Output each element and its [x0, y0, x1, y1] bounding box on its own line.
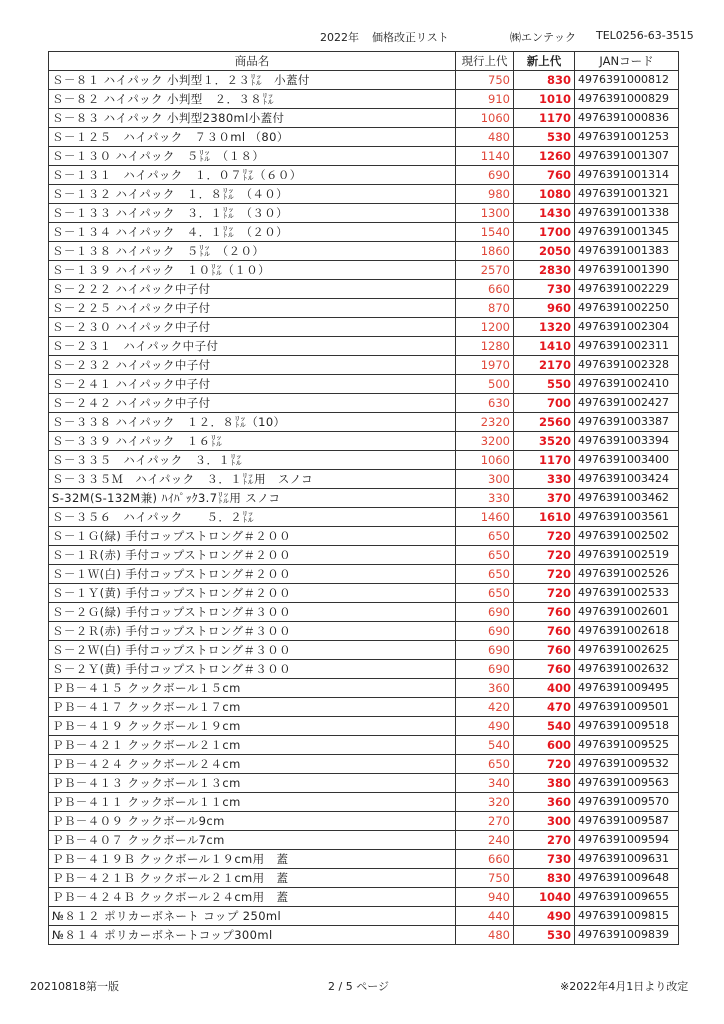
header-year: 2022年 — [320, 31, 359, 44]
new-price-cell: 400 — [514, 679, 575, 698]
jan-code-cell: 4976391009631 — [575, 850, 679, 869]
product-name-cell: Ｓ－２Ｇ(緑) 手付コップストロング＃３００ — [49, 603, 456, 622]
product-name-cell: Ｓ－３３８ ハイパック １２．８㍑（10） — [49, 413, 456, 432]
new-price-cell: 550 — [514, 375, 575, 394]
new-price-cell: 720 — [514, 546, 575, 565]
new-price-cell: 760 — [514, 622, 575, 641]
current-price-cell: 650 — [456, 755, 514, 774]
table-row — [49, 546, 679, 565]
table-row — [49, 299, 679, 318]
column-header-new-price: 新上代 — [514, 52, 575, 71]
product-name-cell: Ｓ－１３４ ハイパック ４．１㍑ （２０） — [49, 223, 456, 242]
product-name-cell: Ｓ－１Ｒ(赤) 手付コップストロング＃２００ — [49, 546, 456, 565]
new-price-cell: 1010 — [514, 90, 575, 109]
product-name-cell: ＰＢ－４２１ クックボール２１cm — [49, 736, 456, 755]
jan-code-cell: 4976391001345 — [575, 223, 679, 242]
new-price-cell: 360 — [514, 793, 575, 812]
column-header-current-price: 現行上代 — [456, 52, 514, 71]
current-price-cell: 2320 — [456, 413, 514, 432]
product-name-cell: Ｓ－２３２ ハイパック中子付 — [49, 356, 456, 375]
jan-code-cell: 4976391009570 — [575, 793, 679, 812]
product-name-cell: Ｓ－１３１ ハイパック １．０７㍑（６０） — [49, 166, 456, 185]
current-price-cell: 440 — [456, 907, 514, 926]
table-row — [49, 736, 679, 755]
current-price-cell: 1140 — [456, 147, 514, 166]
table-row — [49, 128, 679, 147]
current-price-cell: 3200 — [456, 432, 514, 451]
jan-code-cell: 4976391001253 — [575, 128, 679, 147]
current-price-cell: 750 — [456, 71, 514, 90]
product-name-cell: ＰＢ－４１７ クックボール１７cm — [49, 698, 456, 717]
current-price-cell: 270 — [456, 812, 514, 831]
table-row — [49, 831, 679, 850]
jan-code-cell: 4976391009648 — [575, 869, 679, 888]
table-row — [49, 90, 679, 109]
table-row — [49, 413, 679, 432]
table-row — [49, 698, 679, 717]
jan-code-cell: 4976391002304 — [575, 318, 679, 337]
current-price-cell: 480 — [456, 128, 514, 147]
table-row — [49, 812, 679, 831]
table-row — [49, 337, 679, 356]
new-price-cell: 960 — [514, 299, 575, 318]
current-price-cell: 650 — [456, 546, 514, 565]
new-price-cell: 530 — [514, 128, 575, 147]
new-price-cell: 720 — [514, 755, 575, 774]
current-price-cell: 1060 — [456, 109, 514, 128]
table-row — [49, 508, 679, 527]
jan-code-cell: 4976391000812 — [575, 71, 679, 90]
new-price-cell: 370 — [514, 489, 575, 508]
jan-code-cell: 4976391009594 — [575, 831, 679, 850]
new-price-cell: 1700 — [514, 223, 575, 242]
new-price-cell: 380 — [514, 774, 575, 793]
current-price-cell: 690 — [456, 622, 514, 641]
table-row — [49, 527, 679, 546]
current-price-cell: 1860 — [456, 242, 514, 261]
current-price-cell: 940 — [456, 888, 514, 907]
jan-code-cell: 4976391002632 — [575, 660, 679, 679]
jan-code-cell: 4976391002229 — [575, 280, 679, 299]
current-price-cell: 1300 — [456, 204, 514, 223]
current-price-cell: 690 — [456, 641, 514, 660]
jan-code-cell: 4976391002328 — [575, 356, 679, 375]
current-price-cell: 1200 — [456, 318, 514, 337]
current-price-cell: 690 — [456, 660, 514, 679]
jan-code-cell: 4976391001321 — [575, 185, 679, 204]
new-price-cell: 1430 — [514, 204, 575, 223]
new-price-cell: 2170 — [514, 356, 575, 375]
current-price-cell: 540 — [456, 736, 514, 755]
jan-code-cell: 4976391003424 — [575, 470, 679, 489]
table-header-row — [49, 52, 679, 71]
table-row — [49, 565, 679, 584]
company-phone: TEL0256-63-3515 — [596, 29, 694, 42]
product-name-cell: Ｓ－１３８ ハイパック ５㍑ （２０） — [49, 242, 456, 261]
new-price-cell: 330 — [514, 470, 575, 489]
new-price-cell: 600 — [514, 736, 575, 755]
new-price-cell: 760 — [514, 603, 575, 622]
table-row — [49, 679, 679, 698]
new-price-cell: 1410 — [514, 337, 575, 356]
current-price-cell: 500 — [456, 375, 514, 394]
table-row — [49, 356, 679, 375]
current-price-cell: 910 — [456, 90, 514, 109]
current-price-cell: 750 — [456, 869, 514, 888]
jan-code-cell: 4976391009495 — [575, 679, 679, 698]
product-name-cell: Ｓ－１３３ ハイパック ３．１㍑ （３０） — [49, 204, 456, 223]
product-name-cell: №８１４ ポリカーボネートコップ300ml — [49, 926, 456, 945]
table-row — [49, 603, 679, 622]
new-price-cell: 720 — [514, 527, 575, 546]
table-row — [49, 660, 679, 679]
jan-code-cell: 4976391000829 — [575, 90, 679, 109]
column-header-product-name: 商品名 — [49, 52, 456, 71]
current-price-cell: 690 — [456, 166, 514, 185]
table-row — [49, 166, 679, 185]
table-row — [49, 489, 679, 508]
new-price-cell: 720 — [514, 584, 575, 603]
jan-code-cell: 4976391003561 — [575, 508, 679, 527]
jan-code-cell: 4976391002618 — [575, 622, 679, 641]
table-row — [49, 774, 679, 793]
current-price-cell: 660 — [456, 280, 514, 299]
product-name-cell: ＰＢ－４１１ クックボール１１cm — [49, 793, 456, 812]
current-price-cell: 1280 — [456, 337, 514, 356]
product-name-cell: ＰＢ－４１９Ｂ クックボール１９cm用 蓋 — [49, 850, 456, 869]
jan-code-cell: 4976391009501 — [575, 698, 679, 717]
product-name-cell: Ｓ－１３９ ハイパック １０㍑（１０） — [49, 261, 456, 280]
table-row — [49, 318, 679, 337]
new-price-cell: 730 — [514, 280, 575, 299]
jan-code-cell: 4976391003462 — [575, 489, 679, 508]
table-row — [49, 584, 679, 603]
jan-code-cell: 4976391001314 — [575, 166, 679, 185]
product-name-cell: ＰＢ－４１３ クックボール１３cm — [49, 774, 456, 793]
product-name-cell: Ｓ－２Ｙ(黄) 手付コップストロング＃３００ — [49, 660, 456, 679]
new-price-cell: 760 — [514, 641, 575, 660]
table-row — [49, 641, 679, 660]
table-row — [49, 242, 679, 261]
jan-code-cell: 4976391002311 — [575, 337, 679, 356]
new-price-cell: 760 — [514, 166, 575, 185]
table-row — [49, 223, 679, 242]
jan-code-cell: 4976391002519 — [575, 546, 679, 565]
current-price-cell: 1060 — [456, 451, 514, 470]
product-name-cell: Ｓ－３３５ ハイパック ３．１㍑ — [49, 451, 456, 470]
table-row — [49, 869, 679, 888]
table-row — [49, 375, 679, 394]
company-name: ㈱エンテック — [510, 31, 576, 44]
new-price-cell: 730 — [514, 850, 575, 869]
new-price-cell: 2560 — [514, 413, 575, 432]
product-name-cell: ＰＢ－４２１Ｂ クックボール２１cm用 蓋 — [49, 869, 456, 888]
product-name-cell: Ｓ－２Ｗ(白) 手付コップストロング＃３００ — [49, 641, 456, 660]
new-price-cell: 830 — [514, 71, 575, 90]
new-price-cell: 1080 — [514, 185, 575, 204]
current-price-cell: 660 — [456, 850, 514, 869]
jan-code-cell: 4976391003394 — [575, 432, 679, 451]
new-price-cell: 720 — [514, 565, 575, 584]
jan-code-cell: 4976391002250 — [575, 299, 679, 318]
product-name-cell: ＰＢ－４０９ クックボール9cm — [49, 812, 456, 831]
table-row — [49, 185, 679, 204]
jan-code-cell: 4976391000836 — [575, 109, 679, 128]
product-name-cell: S-32M(S-132M兼) ﾊｲﾊﾟｯｸ3.7㍑用 スノコ — [49, 489, 456, 508]
product-name-cell: Ｓ－２３０ ハイパック中子付 — [49, 318, 456, 337]
new-price-cell: 470 — [514, 698, 575, 717]
table-row — [49, 109, 679, 128]
jan-code-cell: 4976391001390 — [575, 261, 679, 280]
jan-code-cell: 4976391009587 — [575, 812, 679, 831]
table-row — [49, 71, 679, 90]
current-price-cell: 240 — [456, 831, 514, 850]
jan-code-cell: 4976391002526 — [575, 565, 679, 584]
price-revision-table — [48, 51, 679, 945]
new-price-cell: 1040 — [514, 888, 575, 907]
product-name-cell: ＰＢ－４２４Ｂ クックボール２４cm用 蓋 — [49, 888, 456, 907]
product-name-cell: Ｓ－２４１ ハイパック中子付 — [49, 375, 456, 394]
product-name-cell: Ｓ－１３０ ハイパック ５㍑ （１８） — [49, 147, 456, 166]
new-price-cell: 1610 — [514, 508, 575, 527]
current-price-cell: 650 — [456, 565, 514, 584]
new-price-cell: 2830 — [514, 261, 575, 280]
product-name-cell: Ｓ－１３２ ハイパック １．８㍑ （４０） — [49, 185, 456, 204]
jan-code-cell: 4976391009655 — [575, 888, 679, 907]
new-price-cell: 540 — [514, 717, 575, 736]
product-name-cell: Ｓ－２２５ ハイパック中子付 — [49, 299, 456, 318]
current-price-cell: 1540 — [456, 223, 514, 242]
table-row — [49, 432, 679, 451]
jan-code-cell: 4976391009525 — [575, 736, 679, 755]
table-row — [49, 717, 679, 736]
table-row — [49, 280, 679, 299]
jan-code-cell: 4976391009839 — [575, 926, 679, 945]
new-price-cell: 830 — [514, 869, 575, 888]
jan-code-cell: 4976391002502 — [575, 527, 679, 546]
product-name-cell: ＰＢ－４０７ クックボール7cm — [49, 831, 456, 850]
jan-code-cell: 4976391002427 — [575, 394, 679, 413]
document-title: 価格改正リスト — [372, 31, 449, 44]
jan-code-cell: 4976391002601 — [575, 603, 679, 622]
table-row — [49, 204, 679, 223]
product-name-cell: Ｓ－８３ ハイパック 小判型2380ml小蓋付 — [49, 109, 456, 128]
current-price-cell: 870 — [456, 299, 514, 318]
new-price-cell: 3520 — [514, 432, 575, 451]
new-price-cell: 760 — [514, 660, 575, 679]
jan-code-cell: 4976391009518 — [575, 717, 679, 736]
new-price-cell: 300 — [514, 812, 575, 831]
product-name-cell: №８１２ ポリカーボネート コップ 250ml — [49, 907, 456, 926]
product-name-cell: Ｓ－１Ｗ(白) 手付コップストロング＃２００ — [49, 565, 456, 584]
table-row — [49, 755, 679, 774]
product-name-cell: ＰＢ－４１５ クックボール１５cm — [49, 679, 456, 698]
product-name-cell: Ｓ－１Ｇ(緑) 手付コップストロング＃２００ — [49, 527, 456, 546]
current-price-cell: 360 — [456, 679, 514, 698]
new-price-cell: 1320 — [514, 318, 575, 337]
current-price-cell: 690 — [456, 603, 514, 622]
table-row — [49, 261, 679, 280]
current-price-cell: 630 — [456, 394, 514, 413]
new-price-cell: 270 — [514, 831, 575, 850]
product-name-cell: Ｓ－１Ｙ(黄) 手付コップストロング＃２００ — [49, 584, 456, 603]
current-price-cell: 2570 — [456, 261, 514, 280]
edition-label: 20210818第一版 — [30, 980, 119, 993]
product-name-cell: Ｓ－２３１ ハイパック中子付 — [49, 337, 456, 356]
table-row — [49, 147, 679, 166]
table-row — [49, 394, 679, 413]
current-price-cell: 480 — [456, 926, 514, 945]
table-row — [49, 926, 679, 945]
table-row — [49, 850, 679, 869]
product-name-cell: Ｓ－１２５ ハイパック ７３０ml （80） — [49, 128, 456, 147]
product-name-cell: Ｓ－３３５Ｍ ハイパック ３．１㍑用 スノコ — [49, 470, 456, 489]
product-name-cell: ＰＢ－４１９ クックボール１９cm — [49, 717, 456, 736]
current-price-cell: 330 — [456, 489, 514, 508]
jan-code-cell: 4976391001338 — [575, 204, 679, 223]
jan-code-cell: 4976391001383 — [575, 242, 679, 261]
product-name-cell: Ｓ－２４２ ハイパック中子付 — [49, 394, 456, 413]
current-price-cell: 650 — [456, 527, 514, 546]
product-name-cell: Ｓ－２Ｒ(赤) 手付コップストロング＃３００ — [49, 622, 456, 641]
new-price-cell: 530 — [514, 926, 575, 945]
current-price-cell: 320 — [456, 793, 514, 812]
jan-code-cell: 4976391003400 — [575, 451, 679, 470]
table-row — [49, 622, 679, 641]
product-name-cell: Ｓ－３５６ ハイパック ５．２㍑ — [49, 508, 456, 527]
current-price-cell: 1460 — [456, 508, 514, 527]
product-name-cell: ＰＢ－４２４ クックボール２４cm — [49, 755, 456, 774]
table-row — [49, 888, 679, 907]
column-header-jan-code: JANコード — [575, 52, 679, 71]
jan-code-cell: 4976391009815 — [575, 907, 679, 926]
revision-note: ※2022年4月1日より改定 — [560, 980, 689, 993]
new-price-cell: 490 — [514, 907, 575, 926]
new-price-cell: 1170 — [514, 451, 575, 470]
new-price-cell: 1170 — [514, 109, 575, 128]
table-row — [49, 907, 679, 926]
product-name-cell: Ｓ－２２２ ハイパック中子付 — [49, 280, 456, 299]
new-price-cell: 1260 — [514, 147, 575, 166]
current-price-cell: 300 — [456, 470, 514, 489]
table-row — [49, 470, 679, 489]
product-name-cell: Ｓ－８２ ハイパック 小判型 ２．３８㍑ — [49, 90, 456, 109]
jan-code-cell: 4976391003387 — [575, 413, 679, 432]
jan-code-cell: 4976391009532 — [575, 755, 679, 774]
jan-code-cell: 4976391002533 — [575, 584, 679, 603]
jan-code-cell: 4976391009563 — [575, 774, 679, 793]
current-price-cell: 980 — [456, 185, 514, 204]
table-row — [49, 793, 679, 812]
new-price-cell: 2050 — [514, 242, 575, 261]
jan-code-cell: 4976391001307 — [575, 147, 679, 166]
jan-code-cell: 4976391002625 — [575, 641, 679, 660]
page-number: 2 / 5 ページ — [328, 980, 389, 993]
current-price-cell: 1970 — [456, 356, 514, 375]
jan-code-cell: 4976391002410 — [575, 375, 679, 394]
new-price-cell: 700 — [514, 394, 575, 413]
product-name-cell: Ｓ－８１ ハイパック 小判型１．２３㍑ 小蓋付 — [49, 71, 456, 90]
table-row — [49, 451, 679, 470]
current-price-cell: 650 — [456, 584, 514, 603]
current-price-cell: 420 — [456, 698, 514, 717]
product-name-cell: Ｓ－３３９ ハイパック １６㍑ — [49, 432, 456, 451]
current-price-cell: 340 — [456, 774, 514, 793]
current-price-cell: 490 — [456, 717, 514, 736]
